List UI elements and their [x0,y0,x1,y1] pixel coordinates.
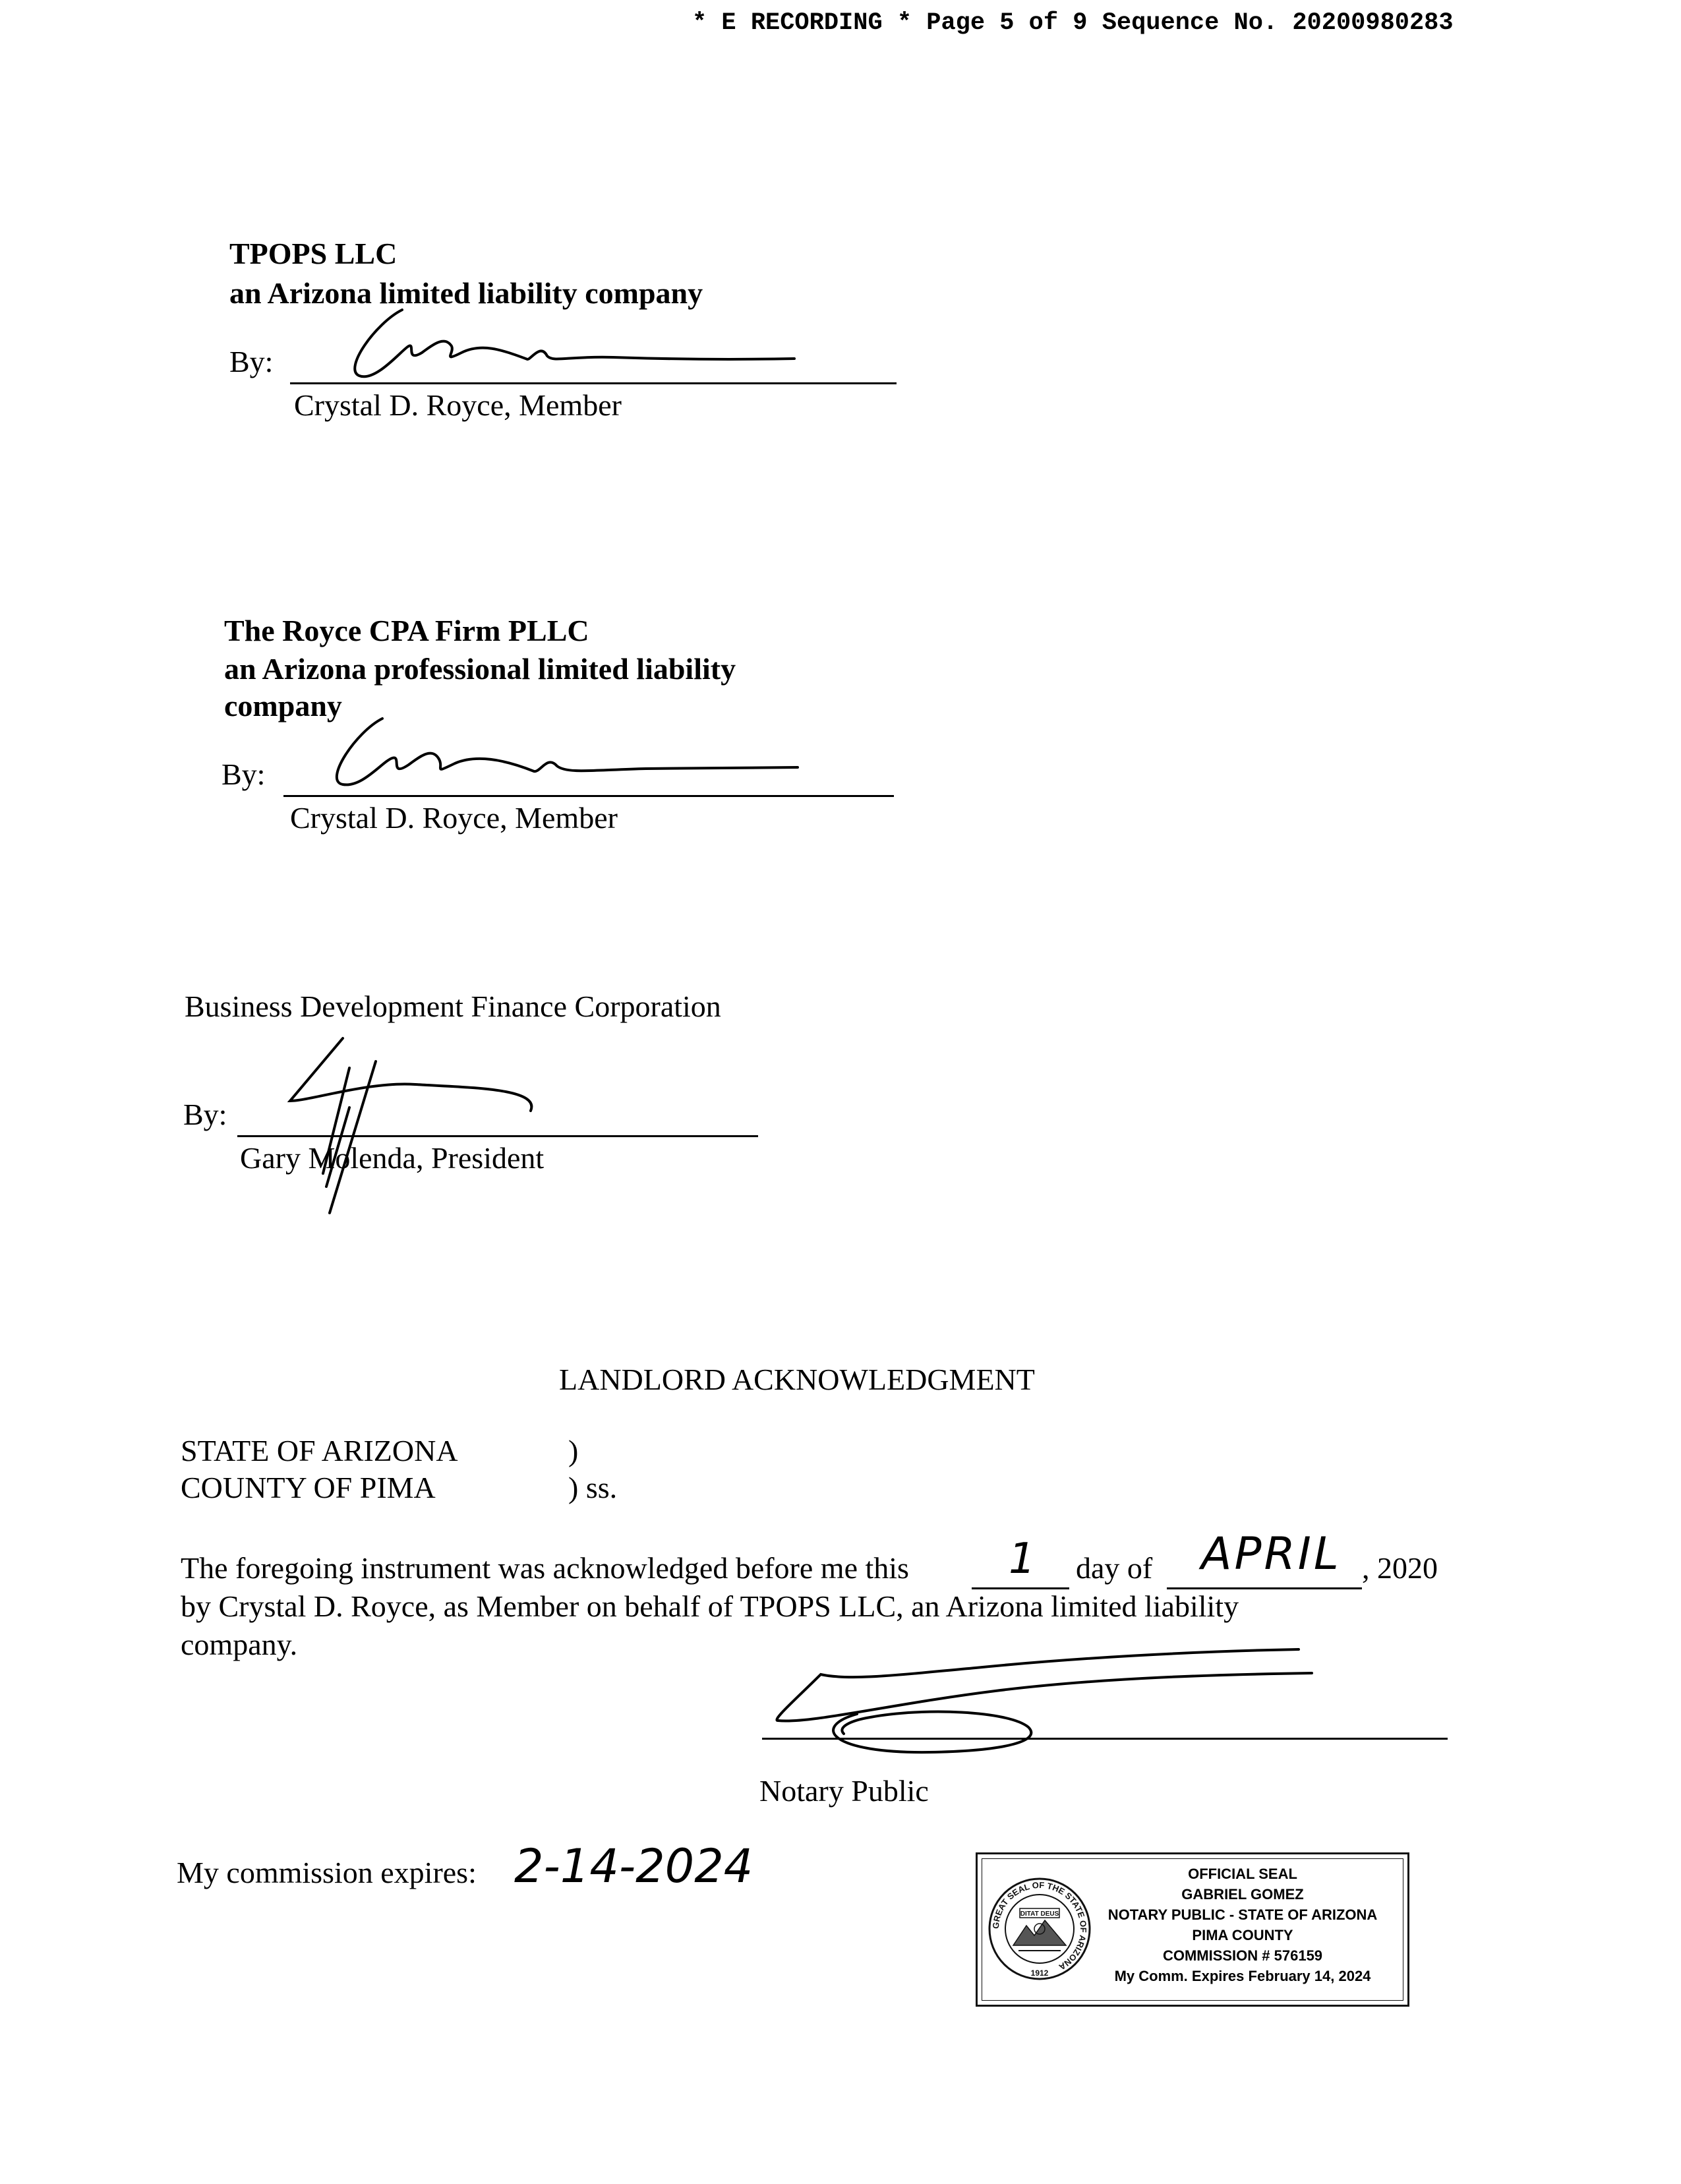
seal-line-county: PIMA COUNTY [1192,1927,1293,1943]
seal-emblem-ring-text: GREAT SEAL OF THE STATE OF ARIZONA [990,1879,1089,1972]
month-handwritten: APRIL [1201,1528,1342,1580]
entity-name-bdfc: Business Development Finance Corporation [185,989,721,1023]
seal-emblem-year: 1912 [1030,1968,1049,1978]
ack-line1-c: , 2020 [1362,1551,1438,1585]
by-label-2: By: [221,757,266,791]
notary-seal-text [1083,1864,1402,1986]
commission-date-handwritten: 2-14-2024 [514,1839,753,1893]
notary-seal [976,1852,1409,2007]
acknowledgment-title: LANDLORD ACKNOWLEDGMENT [559,1363,1035,1396]
seal-line-notary-name: GABRIEL GOMEZ [1181,1886,1304,1903]
by-label-1: By: [229,345,274,378]
signer-name-2: Crystal D. Royce, Member [290,801,618,835]
entity-desc-royce-cpa-1: an Arizona professional limited liability [224,652,736,686]
seal-line-commission-number: COMMISSION # 576159 [1162,1947,1323,1964]
venue-state: STATE OF ARIZONA [181,1434,458,1467]
signature-crystal-royce-1 [330,297,804,389]
arizona-state-seal-emblem [987,1873,1092,1985]
signer-name-1: Crystal D. Royce, Member [294,388,622,422]
day-handwritten: 1 [1009,1535,1036,1583]
notary-signature-line [762,1738,1448,1740]
entity-desc-royce-cpa-2: company [224,689,342,723]
ack-line2: by Crystal D. Royce, as Member on behalf of TPOPS LLC, an Arizona limited liability [181,1589,1239,1623]
venue-county: COUNTY OF PIMA [181,1471,436,1504]
commission-label: My commission expires: [177,1856,477,1889]
ack-line1-b: day of [1076,1551,1153,1585]
venue-ss: ) ss. [568,1471,618,1504]
signature-gary-molenda [251,1028,554,1226]
entity-name-royce-cpa: The Royce CPA Firm PLLC [224,614,589,647]
entity-name-tpops: TPOPS LLC [229,237,398,270]
signature-notary [758,1635,1325,1767]
venue-paren: ) [568,1434,579,1467]
entity-desc-tpops: an Arizona limited liability company [229,276,703,310]
seal-line-notary-state: NOTARY PUBLIC - STATE OF ARIZONA [1107,1906,1378,1923]
by-label-3: By: [183,1098,227,1131]
signature-crystal-royce-2 [316,705,804,798]
signer-name-3: Gary Molenda, President [240,1141,545,1175]
seal-line-title: OFFICIAL SEAL [1188,1866,1297,1882]
ack-line3: company. [181,1628,298,1661]
ack-line1-a: The foregoing instrument was acknowledged before me this [181,1551,909,1585]
seal-line-expiration: My Comm. Expires February 14, 2024 [1114,1968,1371,1984]
notary-public-label: Notary Public [759,1774,929,1808]
seal-emblem-motto: DITAT DEUS [1020,1910,1059,1918]
recording-header: * E RECORDING * Page 5 of 9 Sequence No. 20200980283 [692,9,1454,37]
